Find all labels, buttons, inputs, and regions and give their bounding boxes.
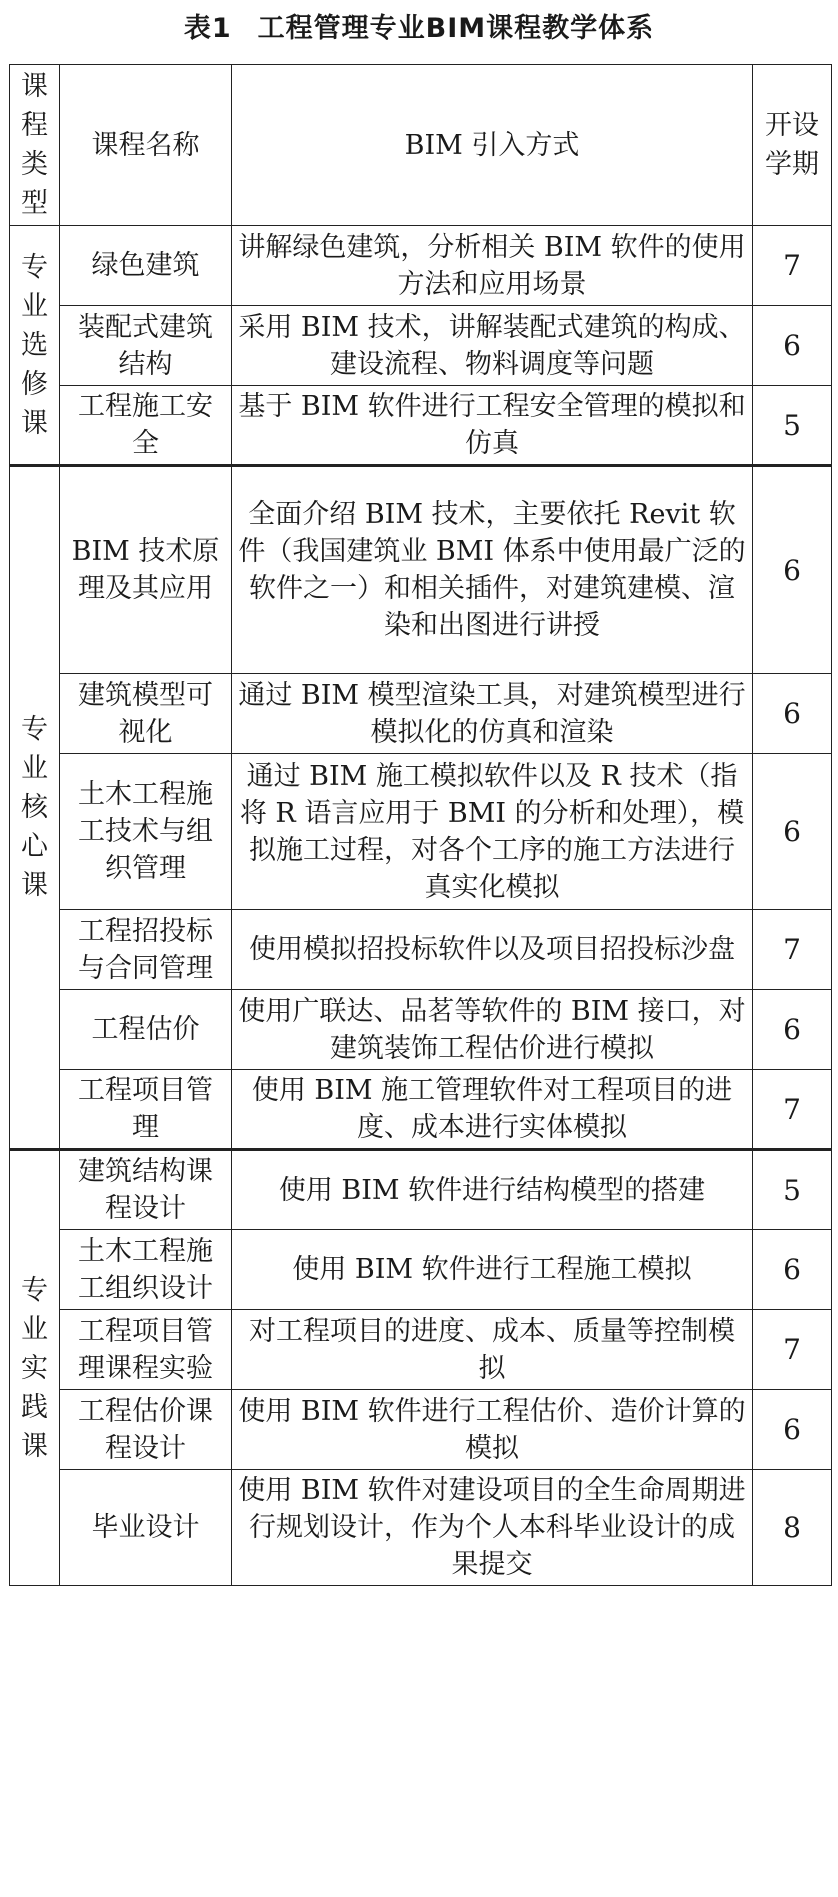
table-row [10,1150,832,1230]
bim-method-cell: 使用模拟招投标软件以及项目招投标沙盘 [232,910,753,990]
table-row [10,910,832,990]
semester-cell: 6 [753,1390,832,1470]
table-title: 工程管理专业BIM课程教学体系 [257,13,655,44]
course-table [9,64,832,1586]
table-caption [0,6,838,52]
semester-cell: 5 [753,386,832,466]
bim-method-cell: 全面介绍 BIM 技术，主要依托 Revit 软件（我国建筑业 BMI 体系中使用最广泛的软件之一）和相关插件，对建筑建模、渲染和出图进行讲授 [232,466,753,674]
bim-method-cell: 使用广联达、品茗等软件的 BIM 接口，对建筑装饰工程估价进行模拟 [232,990,753,1070]
course-type-cell: 专业选修课 [10,226,60,466]
header-semester: 开设学期 [753,65,832,226]
bim-method-cell: 通过 BIM 模型渲染工具，对建筑模型进行模拟化的仿真和渲染 [232,674,753,754]
table-row [10,1070,832,1150]
bim-method-cell: 使用 BIM 软件对建设项目的全生命周期进行规划设计，作为个人本科毕业设计的成果提交 [232,1470,753,1586]
table-row [10,1230,832,1310]
semester-cell: 7 [753,1070,832,1150]
table-row [10,386,832,466]
table-row [10,674,832,754]
bim-method-cell: 对工程项目的进度、成本、质量等控制模拟 [232,1310,753,1390]
course-name-cell: 土木工程施工技术与组织管理 [60,754,232,910]
semester-cell: 7 [753,226,832,306]
course-name-cell: 建筑模型可视化 [60,674,232,754]
table-row [10,1470,832,1586]
semester-cell: 8 [753,1470,832,1586]
table-row [10,754,832,910]
course-type-cell: 专业实践课 [10,1150,60,1586]
semester-cell: 7 [753,910,832,990]
bim-method-cell: 基于 BIM 软件进行工程安全管理的模拟和仿真 [232,386,753,466]
table-row [10,226,832,306]
course-name-cell: 工程项目管理 [60,1070,232,1150]
table-row [10,1310,832,1390]
course-name-cell: 工程招投标与合同管理 [60,910,232,990]
header-course-type: 课程类型 [10,65,60,226]
semester-cell: 6 [753,990,832,1070]
table-row [10,306,832,386]
course-name-cell: 绿色建筑 [60,226,232,306]
semester-cell: 5 [753,1150,832,1230]
table-row [10,990,832,1070]
table-row [10,1390,832,1470]
bim-method-cell: 使用 BIM 软件进行工程估价、造价计算的模拟 [232,1390,753,1470]
course-name-cell: 土木工程施工组织设计 [60,1230,232,1310]
table-row [10,466,832,674]
semester-cell: 6 [753,754,832,910]
table-number: 表1 [183,13,232,44]
bim-method-cell: 通过 BIM 施工模拟软件以及 R 技术（指将 R 语言应用于 BMI 的分析和处理），模拟施工过程，对各个工序的施工方法进行真实化模拟 [232,754,753,910]
semester-cell: 6 [753,466,832,674]
course-name-cell: 建筑结构课程设计 [60,1150,232,1230]
course-name-cell: 毕业设计 [60,1470,232,1586]
bim-method-cell: 使用 BIM 软件进行工程施工模拟 [232,1230,753,1310]
course-name-cell: 工程施工安全 [60,386,232,466]
bim-method-cell: 采用 BIM 技术，讲解装配式建筑的构成、建设流程、物料调度等问题 [232,306,753,386]
semester-cell: 6 [753,674,832,754]
course-name-cell: 工程估价课程设计 [60,1390,232,1470]
course-name-cell: BIM 技术原理及其应用 [60,466,232,674]
bim-method-cell: 使用 BIM 软件进行结构模型的搭建 [232,1150,753,1230]
semester-cell: 7 [753,1310,832,1390]
bim-method-cell: 使用 BIM 施工管理软件对工程项目的进度、成本进行实体模拟 [232,1070,753,1150]
course-type-cell: 专业核心课 [10,466,60,1150]
header-bim-method: BIM 引入方式 [232,65,753,226]
course-name-cell: 装配式建筑结构 [60,306,232,386]
semester-cell: 6 [753,306,832,386]
course-name-cell: 工程项目管理课程实验 [60,1310,232,1390]
header-course-name: 课程名称 [60,65,232,226]
course-name-cell: 工程估价 [60,990,232,1070]
semester-cell: 6 [753,1230,832,1310]
bim-method-cell: 讲解绿色建筑，分析相关 BIM 软件的使用方法和应用场景 [232,226,753,306]
header-row [10,65,832,226]
